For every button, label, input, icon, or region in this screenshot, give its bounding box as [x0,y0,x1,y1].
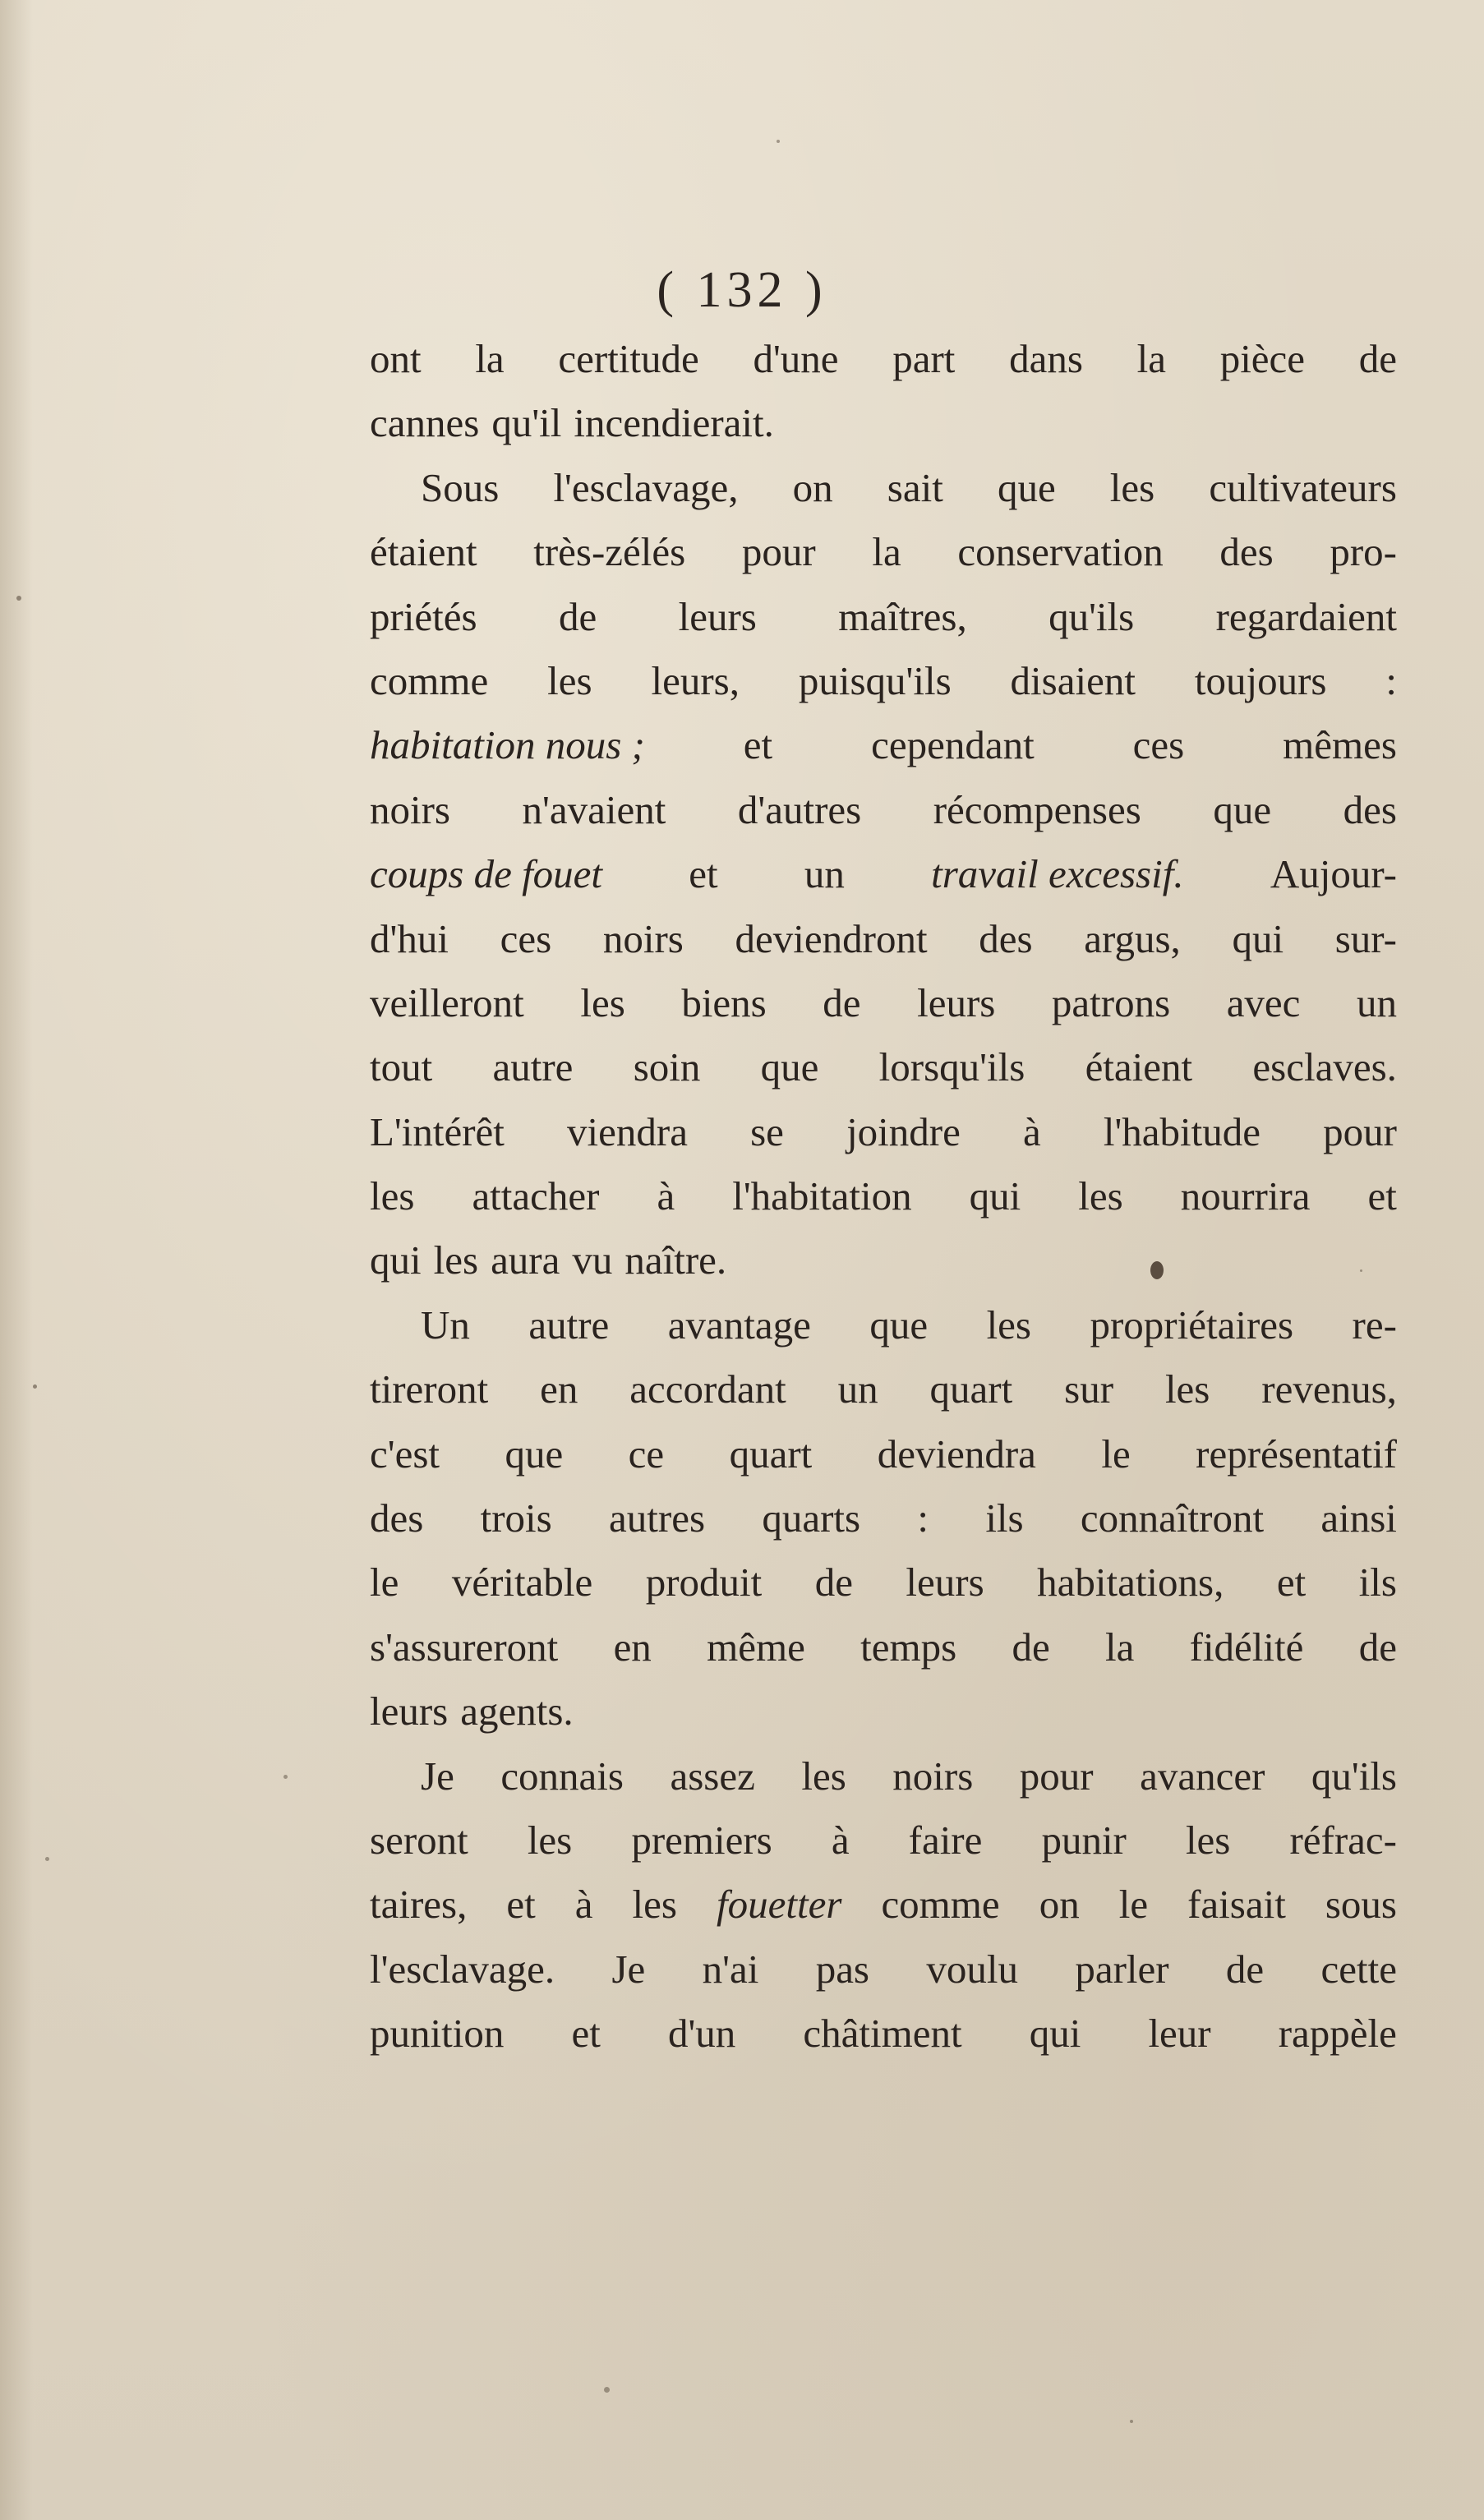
word: d'autres [737,786,862,832]
word: le [370,1559,399,1606]
word: veilleront [370,979,524,1025]
word: toujours [1194,657,1327,703]
word: que [505,1430,564,1477]
word: de [559,593,597,639]
word: de [1358,1624,1397,1670]
word: viendra [567,1108,688,1154]
word: patrons [1051,979,1171,1025]
word: à [657,1173,675,1219]
word: : [917,1495,929,1541]
word: taires, [370,1882,468,1928]
word: assez [670,1753,755,1799]
word: d'une [753,336,839,381]
word: l'habitation [732,1173,912,1219]
ink-speck [45,1857,49,1861]
word: agents. [460,1688,574,1735]
word: des [370,1495,424,1541]
word: que [760,1044,819,1090]
word: cette [1320,1946,1397,1992]
word: punir [1041,1817,1127,1863]
word: : [1385,657,1397,703]
word: Je [421,1753,454,1799]
word: que [869,1301,929,1348]
word: leur [1148,2011,1211,2057]
word: qui [1029,2011,1081,2057]
word: les [1164,1366,1210,1412]
word: leurs, [651,657,740,703]
word: soin [633,1044,701,1090]
ink-speck [283,1775,288,1779]
word: connaîtront [1080,1495,1265,1541]
word: représentatif [1196,1430,1397,1477]
text-line [370,1357,1397,1421]
word: et [743,722,773,768]
word: regardaient [1215,593,1397,639]
word: incendierait. [574,400,774,446]
word: les [1109,464,1155,510]
word: étaient [370,529,477,575]
word: leurs [370,1688,449,1735]
word: dans [1009,336,1083,381]
word: ce [628,1430,665,1477]
word: joindre [846,1108,961,1154]
word: L'intérêt [370,1108,505,1154]
word: puisqu'ils [798,657,952,703]
word: leurs [678,593,757,639]
text-line [370,1486,1397,1550]
word: fidélité [1189,1624,1304,1670]
word: les [986,1301,1031,1348]
word: priétés [370,593,477,639]
text-line [370,1422,1397,1486]
word: et [689,851,718,897]
word: avancer [1140,1753,1265,1799]
word: les [801,1753,846,1799]
word: un [1356,979,1397,1025]
word: biens [681,979,767,1025]
word: que [1213,786,1272,832]
word: autres [609,1495,706,1541]
word: la [475,336,505,381]
word: n'ai [702,1946,759,1992]
word: nourrira [1180,1173,1311,1219]
word: propriétaires [1090,1301,1294,1348]
word: deviendront [735,915,928,961]
word: comme [370,657,489,703]
word: réfrac- [1289,1817,1397,1863]
word: cannes [370,400,480,446]
text-line [370,778,1397,842]
word: c'est [370,1430,440,1477]
word: la [872,529,901,575]
page-number: ( 132 ) [657,262,827,318]
word: et [571,2011,601,2057]
word: accordant [629,1366,786,1412]
ink-speck [1360,1269,1362,1272]
word: la [1136,336,1166,381]
text-line [370,907,1397,971]
text-line [370,1228,1397,1292]
word: et [1367,1173,1397,1219]
word: ils [1358,1559,1397,1606]
text-line [370,327,1397,391]
text-line [370,520,1397,584]
word: leurs [906,1559,984,1606]
word: de [823,979,861,1025]
word: revenus, [1261,1366,1397,1412]
word: parler [1075,1946,1169,1992]
text-line [370,1744,1397,1808]
word: des [979,915,1033,961]
word: l'habitude [1103,1108,1261,1154]
ink-speck [1130,2420,1133,2423]
text-line [370,713,1397,777]
text-line [370,1293,1397,1357]
word: pièce [1219,336,1306,381]
word: en [613,1624,652,1670]
word: à [831,1817,850,1863]
word: quarts [762,1495,861,1541]
word: quart [929,1366,1013,1412]
word: les [580,979,625,1025]
word: les [547,657,592,703]
word: pas [815,1946,870,1992]
word: sous [1325,1882,1397,1928]
word: n'avaient [522,786,666,832]
word: un [837,1366,878,1412]
word: trois [480,1495,552,1541]
word: châtiment [803,2011,962,2057]
word: Un [421,1301,470,1348]
word: la [1104,1624,1135,1670]
word: faire [908,1817,983,1863]
word: des [1343,786,1397,832]
word: sur- [1334,915,1397,961]
word: noirs [370,786,450,832]
text-line [370,391,1397,455]
word: noirs [602,915,684,961]
word: de [1012,1624,1050,1670]
word: ils [985,1495,1024,1541]
word: en [540,1366,578,1412]
page-edge-shadow [0,0,33,2520]
word: comme [881,1882,1000,1928]
word: qui [370,1237,422,1283]
ink-speck [33,1384,37,1389]
word: d'hui [370,915,449,961]
word: qui [1232,915,1284,961]
word: à [574,1882,593,1928]
word: temps [860,1624,957,1670]
word: l'esclavage, [553,464,739,510]
word: qui [969,1173,1021,1219]
word: re- [1352,1301,1397,1348]
word: argus, [1084,915,1181,961]
word: l'esclavage. [370,1946,555,1992]
word: seront [370,1817,468,1863]
word: des [1219,529,1274,575]
word: à [1022,1108,1041,1154]
text-line [370,1550,1397,1615]
word: de [1358,336,1397,381]
word: très-zélés [533,529,686,575]
word: deviendra [877,1430,1036,1477]
text-line [370,1100,1397,1164]
word: on [1039,1882,1080,1928]
word: voulu [926,1946,1018,1992]
word: qu'ils [1048,593,1135,639]
word: cultivateurs [1209,464,1397,510]
word: lorsqu'ils [878,1044,1025,1090]
word: les [1078,1173,1123,1219]
word: avantage [667,1301,811,1348]
word: leurs [917,979,996,1025]
word: connais [500,1753,624,1799]
text-line [370,971,1397,1035]
word: on [792,464,833,510]
ink-speck [1150,1261,1164,1279]
word: certitude [558,336,699,381]
word: le [1101,1430,1131,1477]
word: se [750,1108,784,1154]
word: les [1185,1817,1231,1863]
word: qu'il [491,400,562,446]
text-line [370,1615,1397,1679]
word: pour [1019,1753,1094,1799]
word: autre [528,1301,610,1348]
word: esclaves. [1252,1044,1397,1090]
text-line [370,1679,1397,1744]
word: naître. [624,1237,727,1283]
word: conservation [957,529,1164,575]
word: faisait [1187,1882,1286,1928]
word: d'un [667,2011,736,2057]
word: de [1225,1946,1265,1992]
word: récompenses [933,786,1141,832]
text-line [370,1873,1397,1937]
word: premiers [631,1817,772,1863]
word: étaient [1085,1044,1193,1090]
word: les [527,1817,573,1863]
italic-word: travail excessif. [931,851,1184,897]
word: autre [492,1044,574,1090]
word: que [997,464,1056,510]
word: véritable [451,1559,593,1606]
italic-word: coups de fouet [370,851,603,897]
word: disaient [1010,657,1136,703]
text-line [370,456,1397,520]
ink-speck [16,596,21,601]
word: tout [370,1044,433,1090]
word: Aujour- [1270,851,1397,897]
text-line [370,649,1397,713]
text-line [370,842,1397,906]
word: cependant [871,722,1035,768]
word: ces [1132,722,1185,768]
text-line [370,2002,1397,2066]
word: pro- [1330,529,1397,575]
word: tireront [370,1366,489,1412]
word: mêmes [1283,722,1397,768]
word: pour [741,529,816,575]
word: même [707,1624,805,1670]
word: ont [370,336,422,381]
word: aura [491,1237,560,1283]
word: le [1118,1882,1149,1928]
word: les [632,1882,677,1928]
word: sur [1064,1366,1114,1412]
word: vu [572,1237,613,1283]
body-text [370,327,1397,2066]
word: pour [1323,1108,1397,1154]
word: avec [1226,979,1301,1025]
ink-speck [604,2387,610,2393]
text-line [370,1808,1397,1873]
word: ces [500,915,552,961]
text-line [370,1937,1397,2002]
word: Sous [421,464,500,510]
word: les [433,1237,479,1283]
word: rappèle [1278,2011,1397,2057]
word: maîtres, [838,593,967,639]
word: de [814,1559,853,1606]
word: un [804,851,845,897]
word: punition [370,2011,505,2057]
word: quart [729,1430,813,1477]
word: sait [887,464,943,510]
word: et [506,1882,536,1928]
word: part [892,336,956,381]
text-line [370,1035,1397,1099]
word: qu'ils [1311,1753,1397,1799]
word: s'assureront [370,1624,559,1670]
text-line [370,585,1397,649]
word: les [370,1173,415,1219]
ink-speck [777,140,780,143]
word: produit [645,1559,763,1606]
word: attacher [472,1173,600,1219]
word: Je [611,1946,646,1992]
word: ainsi [1320,1495,1397,1541]
word: noirs [892,1753,974,1799]
text-line [370,1164,1397,1228]
italic-word: habitation nous ; [370,722,645,768]
word: et [1276,1559,1307,1606]
word: habitations, [1037,1559,1224,1606]
italic-word: fouetter [717,1882,842,1928]
